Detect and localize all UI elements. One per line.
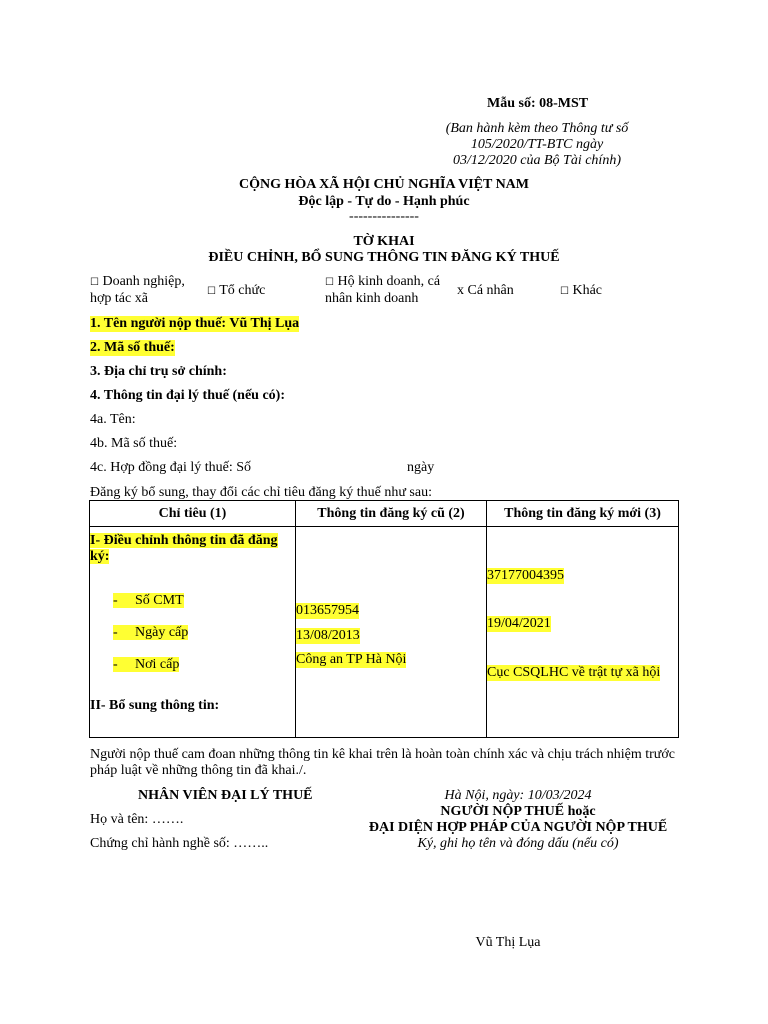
agent-staff-name: Họ và tên: ……. [90, 812, 184, 827]
column-header: Chỉ tiêu (1) [90, 501, 296, 527]
agent-staff-heading: NHÂN VIÊN ĐẠI LÝ THUẾ [138, 788, 313, 803]
place-date: Hà Nội, ngày: 10/03/2024 [444, 788, 592, 803]
checkbox-enterprise[interactable] [90, 274, 205, 307]
registration-table [89, 500, 679, 738]
row-label-text: Nơi cấp [135, 657, 180, 672]
old-value-id: 013657954 [296, 603, 359, 618]
agent-tax-code: 4b. Mã số thuế: [90, 436, 178, 451]
checkbox-enterprise-label: Doanh nghiệp, [102, 274, 185, 289]
commitment-text-2: pháp luật về những thông tin đã khai./. [90, 763, 307, 778]
checkbox-individual[interactable] [457, 283, 547, 299]
register-intro: Đăng ký bổ sung, thay đổi các chỉ tiêu đăng ký thuế như sau: [90, 485, 432, 500]
dash: - [113, 593, 118, 608]
table-header-row [90, 501, 679, 527]
taxpayer-heading-2: ĐẠI DIỆN HỢP PHÁP CỦA NGƯỜI NỘP THUẾ [368, 820, 668, 835]
new-value-id: 37177004395 [487, 568, 564, 583]
form-title: TỜ KHAI [353, 234, 415, 249]
agent-contract-date: ngày [407, 460, 435, 475]
column-header: Thông tin đăng ký cũ (2) [296, 501, 487, 527]
separator: --------------- [349, 209, 419, 224]
form-number: Mẫu số: 08-MST [487, 96, 589, 111]
row-label-id [113, 593, 184, 609]
issued-by-line2: 105/2020/TT-BTC ngày [470, 137, 604, 152]
nation-heading: CỘNG HÒA XÃ HỘI CHỦ NGHĨA VIỆT NAM [238, 177, 529, 192]
section1-title-2: ký: [90, 549, 110, 564]
checkbox-icon: ☐ [207, 286, 216, 297]
checkbox-organization-label: Tổ chức [219, 283, 266, 298]
checkbox-other-label: Khác [572, 283, 603, 298]
checkbox-other[interactable] [560, 283, 630, 300]
address: 3. Địa chỉ trụ sở chính: [90, 364, 227, 379]
row-label-issue-date [113, 625, 188, 641]
checkbox-individual-label: x Cá nhân [457, 283, 514, 298]
agent-certificate: Chứng chỉ hành nghề số: …….. [90, 836, 269, 851]
agent-contract: 4c. Hợp đồng đại lý thuế: Số [90, 460, 251, 475]
new-value-issue-place: Cục CSQLHC về trật tự xã hội [487, 665, 661, 680]
motto: Độc lập - Tự do - Hạnh phúc [298, 194, 470, 209]
issued-by-line1: (Ban hành kèm theo Thông tư số [445, 121, 629, 136]
old-info-cell [296, 527, 487, 738]
agent-name: 4a. Tên: [90, 412, 136, 427]
table-row [90, 527, 679, 738]
row-label-issue-place [113, 657, 179, 673]
signer-name: Vũ Thị Lụa [475, 935, 541, 950]
checkbox-household[interactable] [325, 274, 455, 307]
new-info-cell [487, 527, 679, 738]
checkbox-household-label: Hộ kinh doanh, cá [337, 274, 441, 289]
old-value-issue-date: 13/08/2013 [296, 628, 360, 643]
criteria-cell [90, 527, 296, 738]
checkbox-icon: ☐ [325, 277, 334, 288]
section2-title: II- Bổ sung thông tin: [90, 698, 220, 713]
section1-title: I- Điều chỉnh thông tin đã đăng [90, 533, 278, 548]
sign-note: Ký, ghi họ tên và đóng dấu (nếu có) [417, 836, 619, 851]
dash: - [113, 625, 118, 640]
taxpayer-heading: NGƯỜI NỘP THUẾ hoặc [440, 804, 596, 819]
old-value-issue-place: Công an TP Hà Nội [296, 652, 407, 667]
checkbox-household-label-2: nhân kinh doanh [325, 291, 419, 306]
form-subtitle: ĐIỀU CHỈNH, BỔ SUNG THÔNG TIN ĐĂNG KÝ THUẾ [208, 250, 560, 265]
commitment-text: Người nộp thuế cam đoan những thông tin kê khai trên là hoàn toàn chính xác và chịu trách nhiệm trước [90, 747, 675, 762]
checkbox-icon: ☐ [90, 277, 99, 288]
agent-info: 4. Thông tin đại lý thuế (nếu có): [90, 388, 285, 403]
checkbox-enterprise-label-2: hợp tác xã [90, 291, 148, 306]
checkbox-organization[interactable] [207, 283, 307, 300]
checkbox-icon: ☐ [560, 286, 569, 297]
dash: - [113, 657, 118, 672]
row-label-text: Số CMT [135, 593, 184, 608]
row-label-text: Ngày cấp [135, 625, 189, 640]
column-header: Thông tin đăng ký mới (3) [487, 501, 679, 527]
tax-code: 2. Mã số thuế: [90, 340, 175, 355]
new-value-issue-date: 19/04/2021 [487, 616, 551, 631]
taxpayer-name: 1. Tên người nộp thuế: Vũ Thị Lụa [90, 316, 300, 331]
issued-by-line3: 03/12/2020 của Bộ Tài chính) [453, 153, 621, 168]
